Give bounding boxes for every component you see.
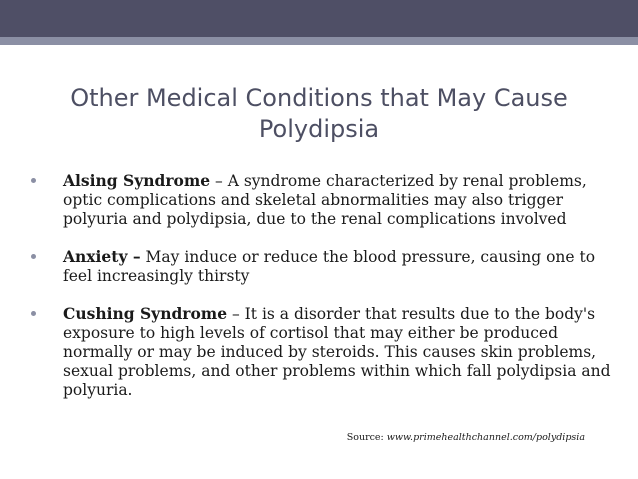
bullet-term: Alsing Syndrome bbox=[63, 171, 211, 190]
slide-title: Other Medical Conditions that May Cause Polydipsia bbox=[70, 84, 568, 143]
header-accent-bar bbox=[0, 37, 638, 45]
bullet-text: – A syndrome characterized by renal problems, optic complications and skeletal abnormalities may also trigger polyuria and polydipsia, due to the renal complications involved bbox=[63, 172, 587, 228]
header-bar bbox=[0, 0, 638, 37]
bullet-term: Anxiety – bbox=[63, 247, 141, 266]
bullet-dot-icon bbox=[31, 178, 36, 183]
bullet-item-cushing-syndrome bbox=[31, 304, 611, 400]
bullet-item-anxiety bbox=[31, 247, 611, 286]
bullet-item-alsing-syndrome bbox=[31, 171, 611, 229]
source-label: Source: bbox=[346, 432, 387, 443]
bullet-text: – It is a disorder that results due to the body's exposure to high levels of cortisol that may either be produced normally or may be induced by steroids. This causes skin problems, sexual problems, and other problems within which fall polydipsia and polyuria. bbox=[63, 305, 611, 399]
bullet-text: May induce or reduce the blood pressure, causing one to feel increasingly thirsty bbox=[63, 248, 596, 285]
bullet-list bbox=[31, 171, 611, 418]
bullet-dot-icon bbox=[31, 254, 36, 259]
bullet-dot-icon bbox=[31, 311, 36, 316]
bullet-term: Cushing Syndrome bbox=[63, 304, 228, 323]
source-url: www.primehealthchannel.com/polydipsia bbox=[386, 432, 585, 443]
source-citation bbox=[0, 432, 585, 443]
